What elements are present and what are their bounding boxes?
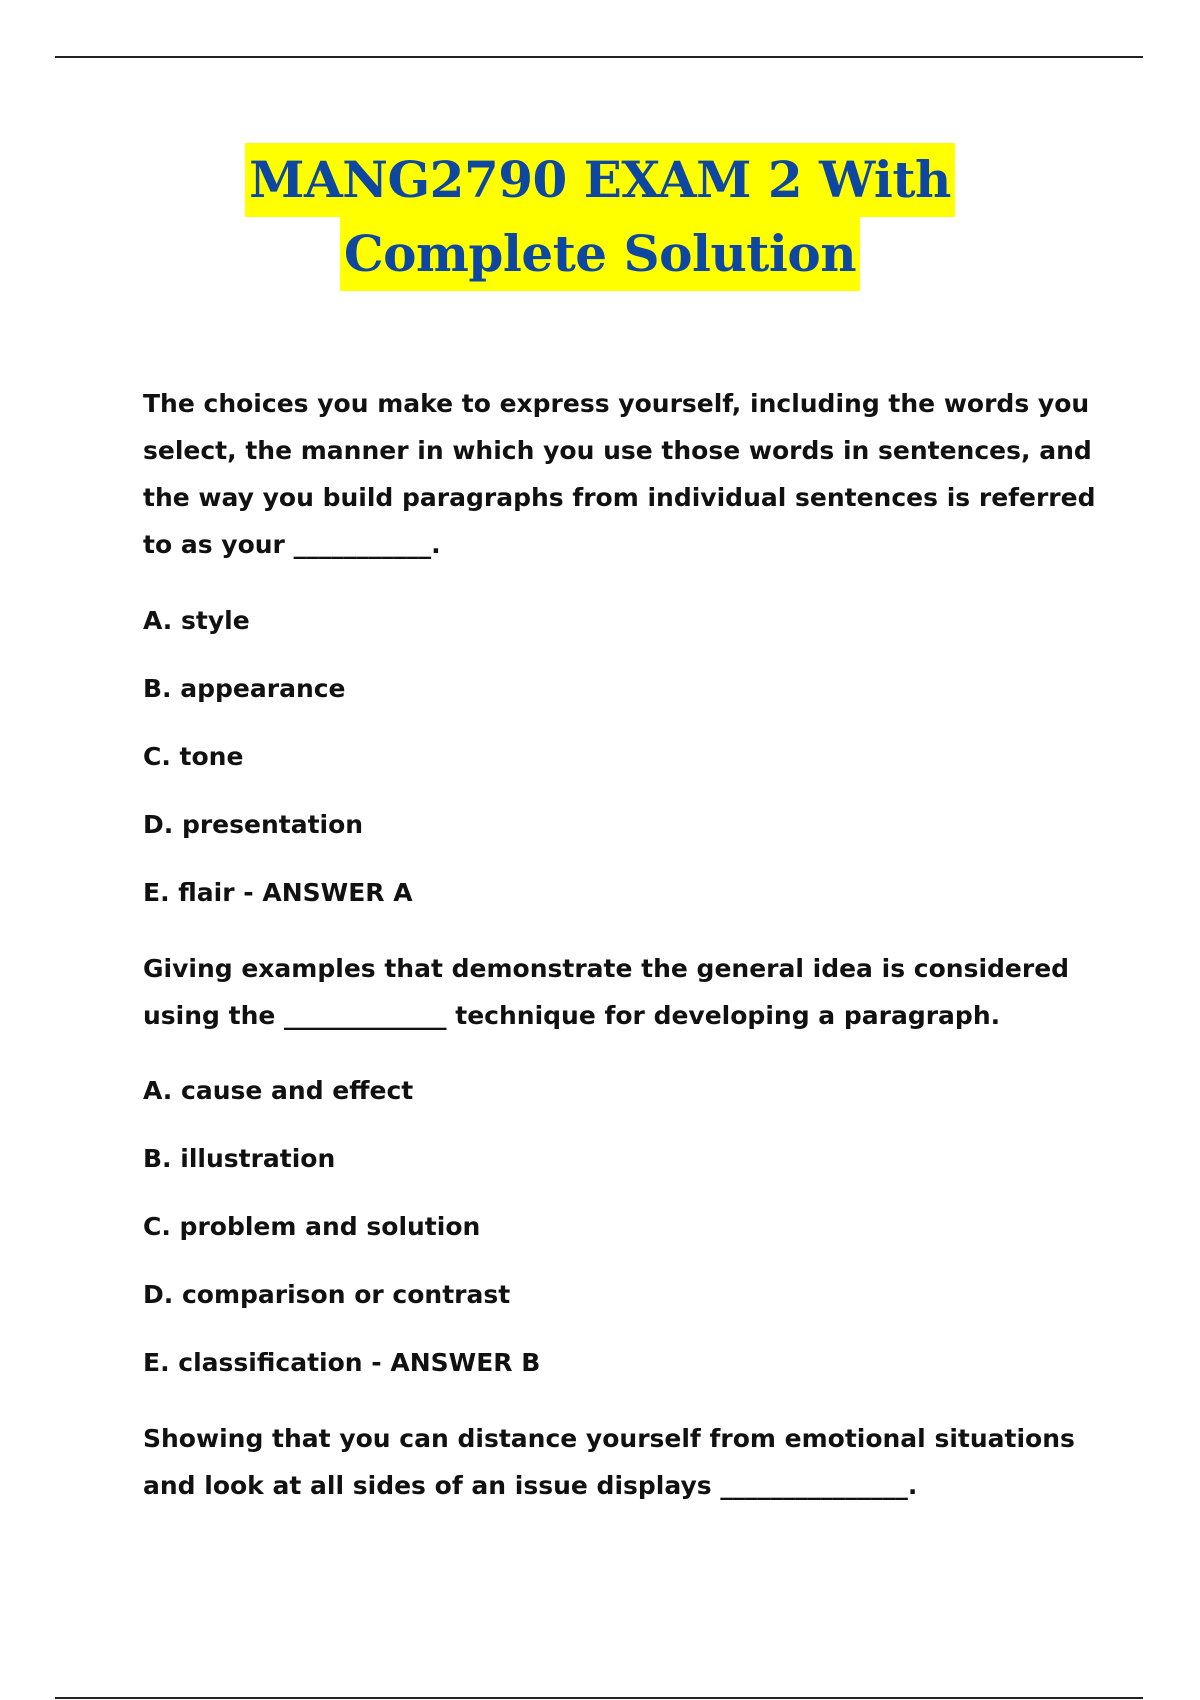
- answer-option: B. illustration: [143, 1144, 336, 1173]
- bottom-rule: [55, 1697, 1143, 1699]
- answer-option: D. comparison or contrast: [143, 1280, 511, 1309]
- question-text: Giving examples that demonstrate the general idea is considered using the _____________ technique for developing a paragraph.: [143, 954, 1070, 1030]
- title-line-1: MANG2790 EXAM 2 With: [245, 143, 955, 217]
- exam-content: [143, 380, 1103, 1509]
- answer-option: C. problem and solution: [143, 1212, 481, 1241]
- answer-option: E. flair - ANSWER A: [143, 878, 413, 907]
- answer-option: D. presentation: [143, 810, 364, 839]
- question-block: [143, 945, 1103, 1379]
- answer-option: E. classification - ANSWER B: [143, 1348, 541, 1377]
- question-block: [143, 1415, 1103, 1509]
- question-text: Showing that you can distance yourself from emotional situations and look at all sides of an issue displays _______________.: [143, 1424, 1075, 1500]
- question-block: [143, 380, 1103, 909]
- answer-option: A. style: [143, 606, 250, 635]
- document-title: [0, 143, 1200, 291]
- title-line-2: Complete Solution: [340, 217, 860, 291]
- answer-option: A. cause and effect: [143, 1076, 414, 1105]
- top-rule: [55, 56, 1143, 58]
- question-text: The choices you make to express yourself, including the words you select, the manner in which you use those words in sentences, and the way you build paragraphs from individual sentences is referred to as your ___________.: [143, 389, 1096, 559]
- answer-option: B. appearance: [143, 674, 346, 703]
- answer-option: C. tone: [143, 742, 244, 771]
